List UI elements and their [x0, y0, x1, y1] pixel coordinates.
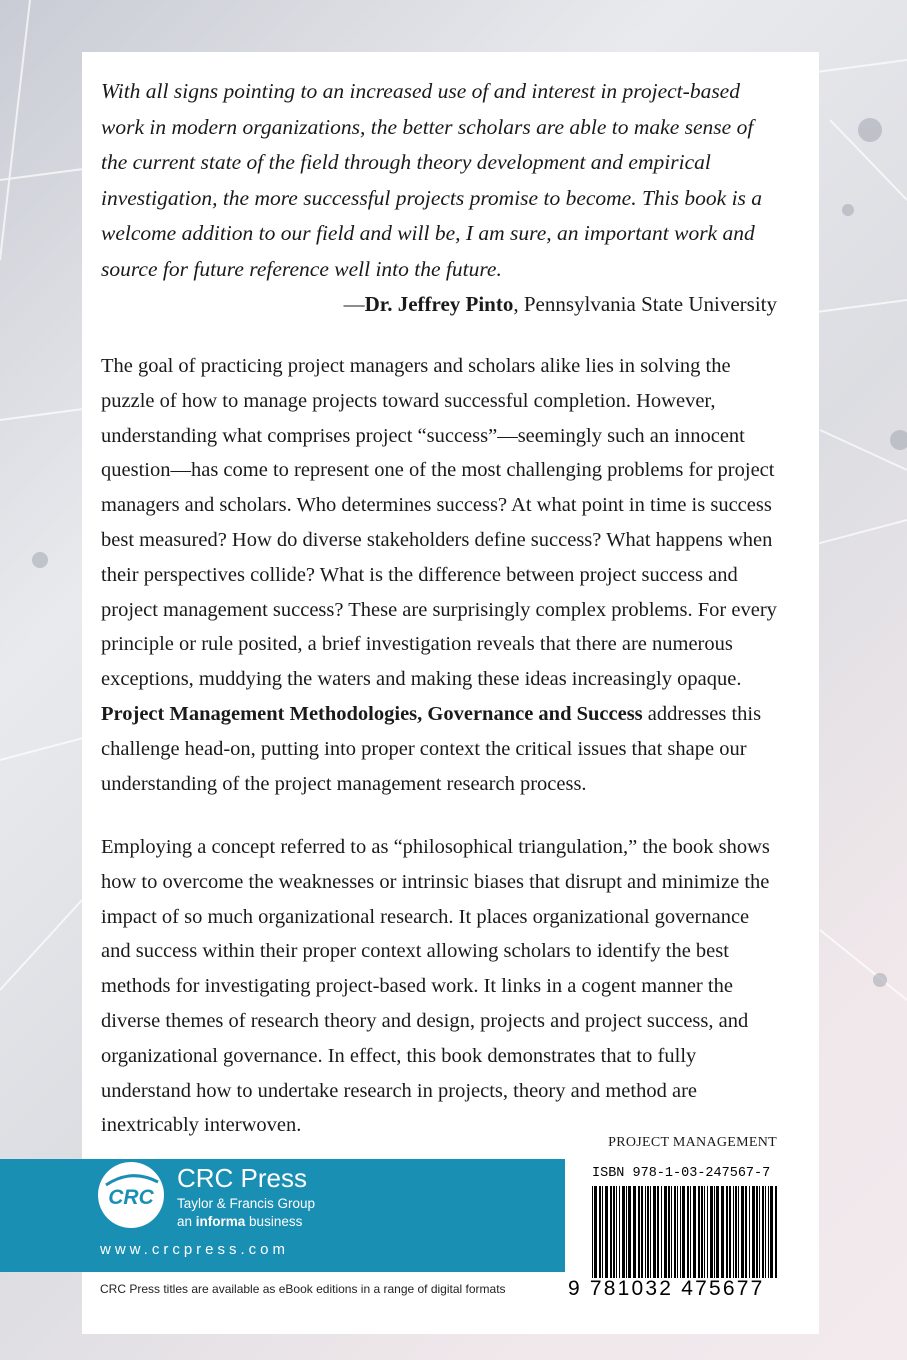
barcode-bar	[664, 1186, 667, 1278]
barcode-bar	[716, 1186, 719, 1278]
quote-affiliation: , Pennsylvania State University	[513, 292, 777, 316]
barcode-bar	[626, 1186, 627, 1278]
barcode-bar	[701, 1186, 703, 1278]
quote-attribution	[344, 289, 777, 319]
barcode-bar	[641, 1186, 643, 1278]
barcode-bar	[704, 1186, 705, 1278]
barcode-bar	[682, 1186, 685, 1278]
description-paragraph-1	[101, 349, 781, 801]
barcode-bar	[594, 1186, 597, 1278]
publisher-informa-line	[177, 1213, 302, 1230]
barcode-bar	[721, 1186, 724, 1278]
barcode-bar	[645, 1186, 646, 1278]
barcode-bar	[638, 1186, 640, 1278]
subject-category: PROJECT MANAGEMENT	[608, 1135, 777, 1150]
barcode-bar	[619, 1186, 620, 1278]
barcode-bar	[599, 1186, 601, 1278]
barcode-bar	[756, 1186, 758, 1278]
p1-text-before: The goal of practicing project managers and scholars alike lies in solving the puzzle of how to manage projects toward successful completion. However, understanding what comprises project “success”—seemingly such an innocent question—has come to represent one of the most challenging problems for project managers and scholars. Who determines success? At what point in time is success best measured? How do diverse stakeholders define success? What happens when their perspectives collide? What is the difference between project success and project management success? These are surprisingly complex problems. For every principle or rule posited, a brief investigation reveals that there are numerous exceptions, muddying the waters and making these ideas increasingly opaque.	[101, 355, 777, 691]
barcode-bar	[762, 1186, 764, 1278]
barcode-bar	[759, 1186, 760, 1278]
attribution-dash: —	[343, 292, 365, 316]
informa-word: informa	[195, 1214, 246, 1229]
barcode-bar	[749, 1186, 750, 1278]
barcode-bar	[671, 1186, 672, 1278]
barcode-bar	[653, 1186, 656, 1278]
isbn-label: ISBN 978-1-03-247567-7	[592, 1166, 771, 1181]
publisher-band-edge	[0, 1159, 82, 1272]
barcode-bar	[605, 1186, 608, 1278]
barcode-bar	[714, 1186, 715, 1278]
barcode-bar	[765, 1186, 766, 1278]
crc-logo-text: CRC	[108, 1186, 154, 1209]
barcode-bar	[687, 1186, 689, 1278]
barcode-bar	[710, 1186, 713, 1278]
barcode-bar	[775, 1186, 777, 1278]
publisher-name: CRC Press	[177, 1163, 308, 1193]
ebook-availability-note: CRC Press titles are available as eBook editions in a range of digital formats	[100, 1282, 506, 1296]
barcode-bar	[707, 1186, 708, 1278]
p1-text-after: addresses this challenge head-on, putting into proper context the critical issues that shape our understanding of the project management research process.	[101, 702, 762, 795]
barcode-bar	[622, 1186, 625, 1278]
crc-logo-icon	[96, 1160, 166, 1230]
barcode-bar	[657, 1186, 659, 1278]
barcode-bar	[602, 1186, 603, 1278]
description-paragraph-2: Employing a concept referred to as “philosophical triangulation,” the book shows how to overcome the weaknesses or intrinsic biases that disrupt and minimize the impact of so much organizational research. It places organizational governance and success within their proper context allowing scholars to identify the best methods for investigating project-based work. It links in a cogent manner the diverse themes of research theory and design, projects and project success, and organizational governance. In effect, this book demonstrates that to fully understand how to undertake research in projects, theory and method are inextricably interwoven.	[101, 836, 770, 1137]
endorsement-quote: With all signs pointing to an increased use of and interest in project-based work in modern organizations, the better scholars are able to make sense of the current state of the field through theory development and empirical investigation, the more successful projects promise to become. This book is a welcome addition to our field and will be, I am sure, an important work and source for future reference well into the future.	[101, 79, 763, 281]
informa-an: an	[177, 1214, 196, 1229]
barcode-bar	[677, 1186, 678, 1278]
barcode-bar	[647, 1186, 649, 1278]
barcode-bar	[741, 1186, 744, 1278]
barcode-bar	[738, 1186, 739, 1278]
barcode-bar	[592, 1186, 593, 1278]
quote-author: Dr. Jeffrey Pinto	[364, 292, 514, 316]
barcode-bar	[650, 1186, 651, 1278]
barcode-bar	[628, 1186, 631, 1278]
barcode-bar	[733, 1186, 734, 1278]
barcode-bar	[661, 1186, 662, 1278]
informa-business: business	[245, 1214, 303, 1229]
barcode-bar	[674, 1186, 676, 1278]
barcode-bar	[729, 1186, 731, 1278]
barcode-bar	[690, 1186, 691, 1278]
barcode-bar	[770, 1186, 773, 1278]
barcode-bar	[633, 1186, 636, 1278]
barcode-bar	[745, 1186, 747, 1278]
barcode-bar	[698, 1186, 700, 1278]
barcode-bar	[693, 1186, 696, 1278]
barcode-bar	[768, 1186, 769, 1278]
book-title: Project Management Methodologies, Governance and Success	[101, 702, 643, 725]
barcode-bar	[726, 1186, 728, 1278]
barcode-bar	[680, 1186, 681, 1278]
barcode-bar	[616, 1186, 617, 1278]
barcode-bar	[613, 1186, 615, 1278]
barcode-bar	[610, 1186, 612, 1278]
barcode-bar	[668, 1186, 670, 1278]
barcode-digits: 9 781032 475677	[568, 1277, 765, 1300]
barcode-bar	[752, 1186, 755, 1278]
publisher-group: Taylor & Francis Group	[177, 1196, 316, 1211]
barcode-bar	[735, 1186, 737, 1278]
publisher-website-link[interactable]: www.crcpress.com	[100, 1241, 290, 1258]
isbn-barcode	[592, 1186, 782, 1278]
